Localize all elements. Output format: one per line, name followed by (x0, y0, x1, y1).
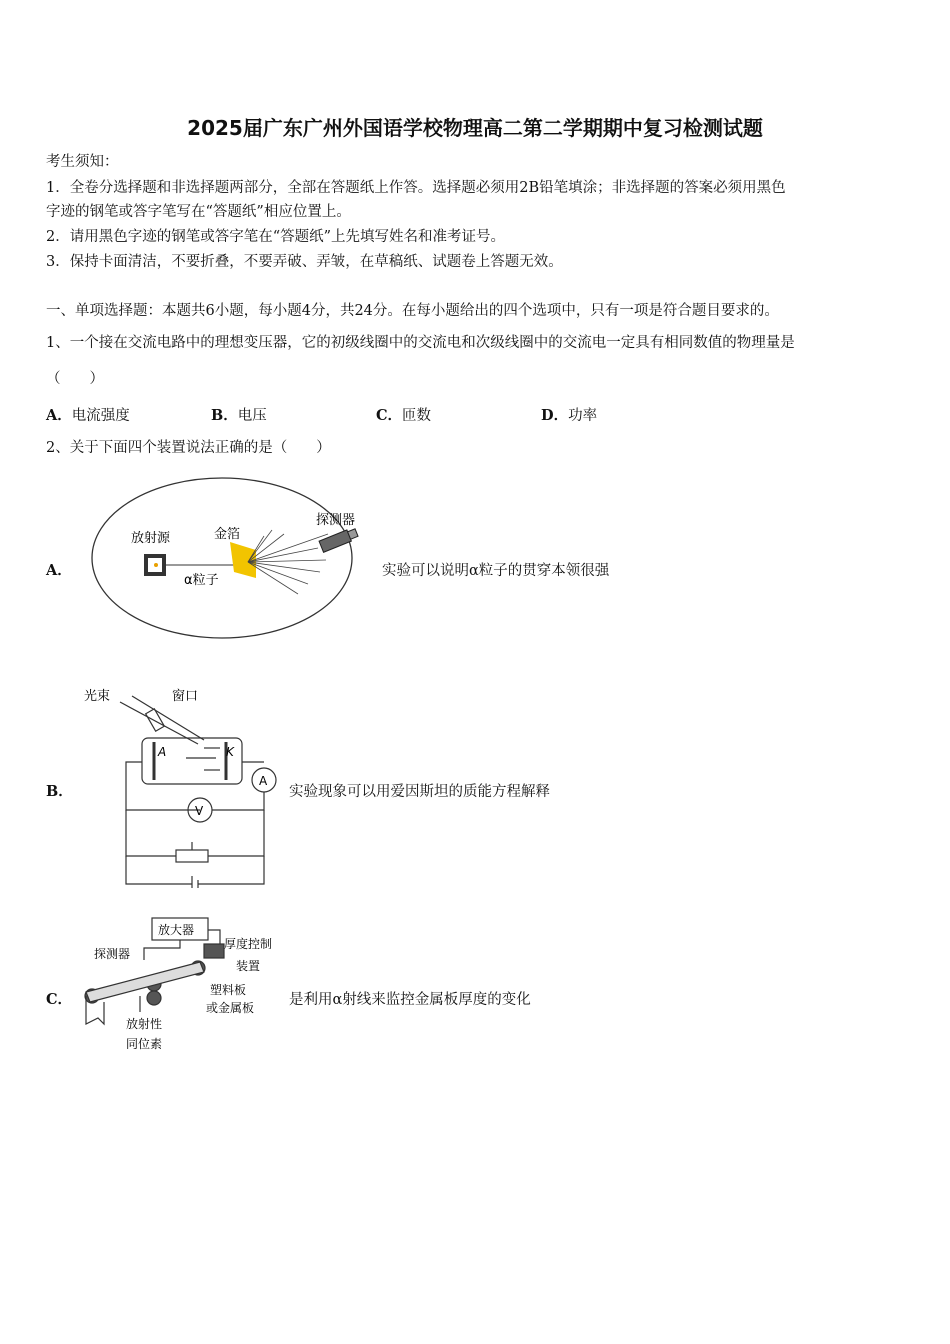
beam-label: 光束 (84, 689, 111, 704)
ammeter-label: A (259, 774, 268, 788)
notice-item: 字迹的钢笔或答字笔写在“答题纸”相应位置上。 (46, 204, 351, 220)
q2-option-c-text: 是利用α射线来监控金属板厚度的变化 (289, 992, 531, 1008)
window-label: 窗口 (172, 689, 199, 704)
thickness-gauge-figure (80, 912, 290, 1058)
option-letter: D． (541, 407, 569, 424)
q1-option-c (376, 404, 431, 425)
detector-label: 探测器 (94, 947, 131, 961)
voltmeter-label: V (195, 804, 204, 818)
photoelectric-circuit-figure (80, 682, 290, 888)
amplifier-label: 放大器 (158, 923, 195, 937)
source-label: 放射源 (131, 531, 171, 546)
thickness-label-1: 厚度控制 (224, 937, 273, 951)
section-heading: 一、单项选择题：本题共6小题，每小题4分，共24分。在每小题给出的四个选项中，只有一项是符合题目要求的。 (46, 303, 779, 319)
q2-option-a-text: 实验可以说明α粒子的贯穿本领很强 (382, 563, 610, 579)
option-text: 电压 (237, 408, 267, 424)
question-1-paren: （ ） (46, 371, 104, 387)
option-letter: B． (211, 407, 238, 424)
q2-option-b-letter: B． (46, 783, 73, 800)
option-text: 匝数 (402, 408, 432, 424)
thickness-label-2: 装置 (236, 959, 261, 973)
anode-label: A (158, 745, 167, 759)
q2-option-c-letter: C． (46, 991, 73, 1008)
option-text: 电流强度 (71, 408, 130, 424)
notice-item: 3．保持卡面清洁，不要折叠，不要弄破、弄皱，在草稿纸、试题卷上答题无效。 (46, 254, 563, 270)
notice-item: 2．请用黑色字迹的钢笔或答字笔在“答题纸”上先填写姓名和准考证号。 (46, 229, 506, 245)
isotope-label-2: 同位素 (126, 1037, 163, 1051)
question-2-stem: 2、关于下面四个装置说法正确的是（ ） (46, 440, 331, 456)
plate-label-1: 塑料板 (210, 983, 247, 997)
question-1-stem: 1、一个接在交流电路中的理想变压器，它的初级线圈中的交流电和次级线圈中的交流电一定具有相同数值的物理量是 (46, 335, 795, 351)
particle-label: α粒子 (184, 573, 219, 588)
q2-option-b-text: 实验现象可以用爱因斯坦的质能方程解释 (289, 784, 550, 800)
plate-label-2: 或金属板 (206, 1001, 255, 1015)
detector-label: 探测器 (316, 513, 356, 528)
q1-option-b (211, 404, 267, 425)
option-letter: A． (46, 407, 72, 424)
q2-option-a-letter: A． (46, 562, 72, 579)
notice-item: 1．全卷分选择题和非选择题两部分，全部在答题纸上作答。选择题必须用2B铅笔填涂；非选择题的答案必须用黑色 (46, 180, 786, 196)
option-text: 功率 (568, 408, 598, 424)
isotope-label-1: 放射性 (126, 1017, 163, 1031)
notice-heading: 考生须知： (46, 154, 119, 170)
alpha-scattering-figure (88, 474, 368, 642)
q1-option-d (541, 404, 597, 425)
foil-label: 金箔 (214, 527, 241, 542)
page-title: 2025届广东广州外国语学校物理高二第二学期期中复习检测试题 (187, 116, 763, 140)
cathode-label: K (226, 745, 234, 759)
q1-option-a (46, 404, 130, 425)
option-letter: C． (376, 407, 403, 424)
